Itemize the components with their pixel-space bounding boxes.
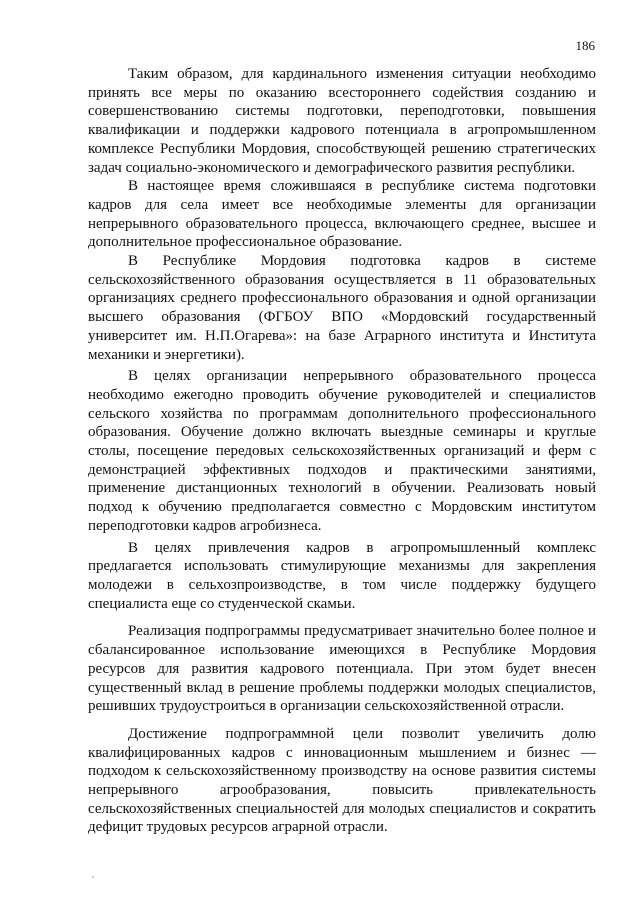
paragraph: Достижение подпрограммной цели позволит увеличить долю квалифицированных кадров с инновационным мышлением и бизнес — подходом к сельскохозяйственному производству на основе развития системы непрерывного агрообразования, повысить привлекательность сельскохозяйственных специальностей для молодых специалистов и сократить дефицит трудовых ресурсов аграрной отрасли. bbox=[88, 725, 596, 836]
scan-artifact bbox=[92, 876, 94, 878]
body-text bbox=[88, 65, 596, 837]
paragraph: В целях организации непрерывного образовательного процесса необходимо ежегодно проводить обучение руководителей и специалистов сельского хозяйства по программам дополнительного профессионального образования. Обучение должно включать выездные семинары и круглые столы, посещение передовых сельскохозяйственных организаций и ферм с демонстрацией эффективных подходов и практическими занятиями, применение дистанционных технологий в обучении. Реализовать новый подход к обучению предполагается совместно с Мордовским институтом переподготовки кадров агробизнеса. bbox=[88, 368, 596, 534]
paragraph: В Республике Мордовия подготовка кадров в системе сельскохозяйственного образования осуществляется в 11 образовательных организациях среднего профессионального образования и одной организации высшего образования (ФГБОУ ВПО «Мордовский государственный университет им. Н.П.Огарева»: на базе Аграрного института и Института механики и энергетики). bbox=[88, 253, 596, 363]
paragraph: В настоящее время сложившаяся в республике система подготовки кадров для села имеет все необходимые элементы для организации непрерывного образовательного процесса, включающего среднее, высшее и дополнительное профессиональное образование. bbox=[88, 178, 596, 251]
paragraph: В целях привлечения кадров в агропромышленный комплекс предлагается использовать стимулирующие механизмы для закрепления молодежи в сельхозпроизводстве, в том числе поддержку будущего специалиста еще со студенческой скамьи. bbox=[88, 539, 596, 612]
paragraph: Таким образом, для кардинального изменения ситуации необходимо принять все меры по оказанию всестороннего содействия созданию и совершенствованию системы подготовки, переподготовки, повышения квалификации и поддержки кадрового потенциала в агропромышленном комплексе Республики Мордовия, способствующей решению стратегических задач социально-экономического и демографического развития республики. bbox=[88, 66, 596, 176]
page-number: 186 bbox=[575, 38, 595, 53]
paragraph: Реализация подпрограммы предусматривает значительно более полное и сбалансированное использование имеющихся в Республике Мордовия ресурсов для развития кадрового потенциала. При этом будет внесен существенный вклад в решение проблемы поддержки молодых специалистов, решивших трудоустроиться в организации сельскохозяйственной отрасли. bbox=[88, 623, 596, 715]
